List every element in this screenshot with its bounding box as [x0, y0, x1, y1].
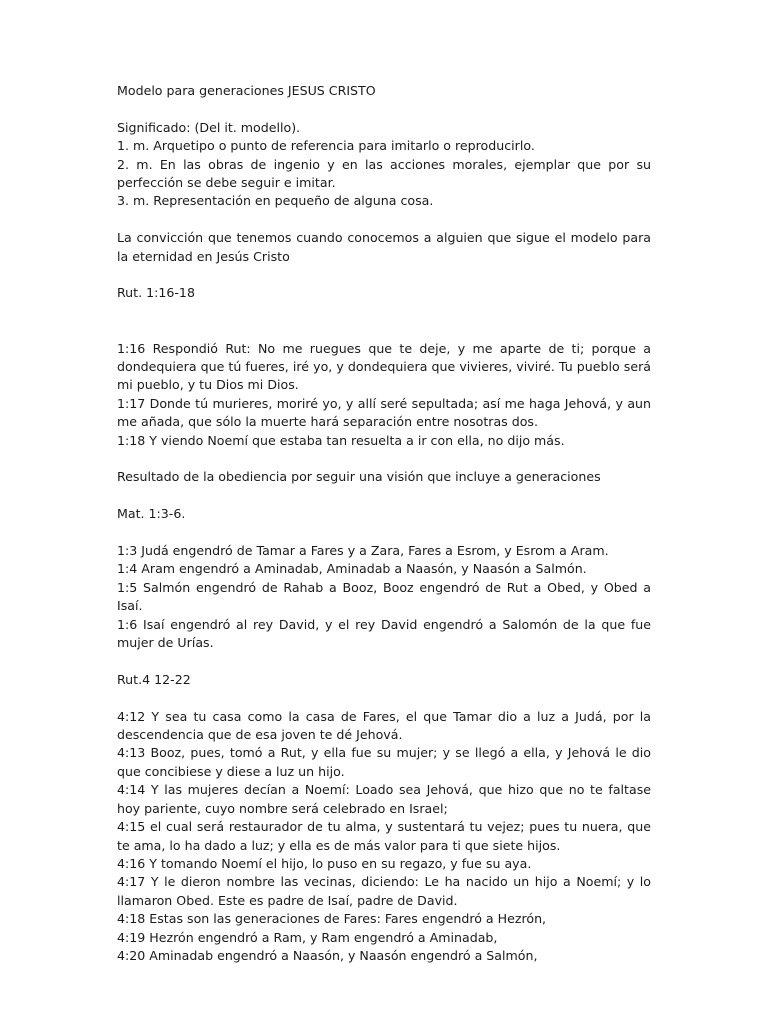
verse-mat-1-3: 1:3 Judá engendró de Tamar a Fares y a Zara, Fares a Esrom, y Esrom a Aram. [117, 543, 609, 559]
verse-4-19: 4:19 Hezrón engendró a Ram, y Ram engendró a Aminadab, [117, 929, 498, 945]
verse-4-20: 4:20 Aminadab engendró a Naasón, y Naasón engendró a Salmón, [117, 947, 538, 963]
meaning-item-2: 2. m. En las obras de ingenio y en las acciones morales, ejemplar que por su perfección se debe seguir e imitar. [117, 156, 651, 191]
ruth1-reference: Rut. 1:16-18 [117, 285, 195, 301]
ruth1-verses [117, 340, 651, 450]
meaning-heading: Significado: (Del it. modello). [117, 119, 301, 135]
verse-4-15: 4:15 el cual será restaurador de tu alma, y sustentará tu vejez; pues tu nuera, que te ama, lo ha dado a luz; y ella es de más valor para ti que siete hijos. [117, 819, 651, 853]
verse-mat-1-4: 1:4 Aram engendró a Aminadab, Aminadab a Naasón, y Naasón a Salmón. [117, 561, 587, 577]
conviction-paragraph: La convicción que tenemos cuando conocemos a alguien que sigue el modelo para la eternidad en Jesús Cristo [117, 230, 651, 264]
verse-4-17: 4:17 Y le dieron nombre las vecinas, diciendo: Le ha nacido un hijo a Noemí; y lo llamaron Obed. Este es padre de Isaí, padre de David. [117, 874, 651, 908]
verse-1-17: 1:17 Donde tú murieres, moriré yo, y allí seré sepultada; así me haga Jehová, y aun me añada, que sólo la muerte hará separación entre nosotras dos. [117, 395, 651, 430]
document-title: Modelo para generaciones JESUS CRISTO [117, 83, 376, 98]
ruth4-verses [117, 708, 651, 966]
meaning-item-1: 1. m. Arquetipo o punto de referencia para imitarlo o reproducirlo. [117, 138, 535, 154]
verse-1-16: 1:16 Respondió Rut: No me ruegues que te deje, y me aparte de ti; porque a dondequiera que tú fueres, iré yo, y dondequiera que vivieres, viviré. Tu pueblo será mi pueblo, y tu Dios mi Dios. [117, 340, 651, 393]
verse-mat-1-5: 1:5 Salmón engendró de Rahab a Booz, Booz engendró de Rut a Obed, y Obed a Isaí. [117, 579, 651, 614]
result-paragraph: Resultado de la obediencia por seguir una visión que incluye a generaciones [117, 469, 601, 485]
verse-4-12: 4:12 Y sea tu casa como la casa de Fares, el que Tamar dio a luz a Judá, por la descendencia que de esa joven te dé Jehová. [117, 708, 651, 743]
meaning-section [117, 119, 651, 211]
matthew-verses [117, 542, 651, 652]
verse-4-18: 4:18 Estas son las generaciones de Fares: Fares engendró a Hezrón, [117, 911, 547, 927]
verse-4-13: 4:13 Booz, pues, tomó a Rut, y ella fue su mujer; y se llegó a ella, y Jehová le dio que concibiese y diese a luz un hijo. [117, 745, 651, 779]
matthew-reference: Mat. 1:3-6. [117, 506, 186, 522]
verse-4-16: 4:16 Y tomando Noemí el hijo, lo puso en su regazo, y fue su aya. [117, 855, 532, 871]
verse-mat-1-6: 1:6 Isaí engendró al rey David, y el rey David engendró a Salomón de la que fue mujer de Urías. [117, 616, 651, 651]
verse-1-18: 1:18 Y viendo Noemí que estaba tan resuelta a ir con ella, no dijo más. [117, 432, 565, 448]
document-page [117, 82, 651, 965]
ruth4-reference: Rut.4 12-22 [117, 671, 191, 687]
verse-4-14: 4:14 Y las mujeres decían a Noemí: Loado sea Jehová, que hizo que no te faltase hoy pariente, cuyo nombre será celebrado en Israel; [117, 782, 651, 816]
meaning-item-3: 3. m. Representación en pequeño de alguna cosa. [117, 193, 434, 209]
